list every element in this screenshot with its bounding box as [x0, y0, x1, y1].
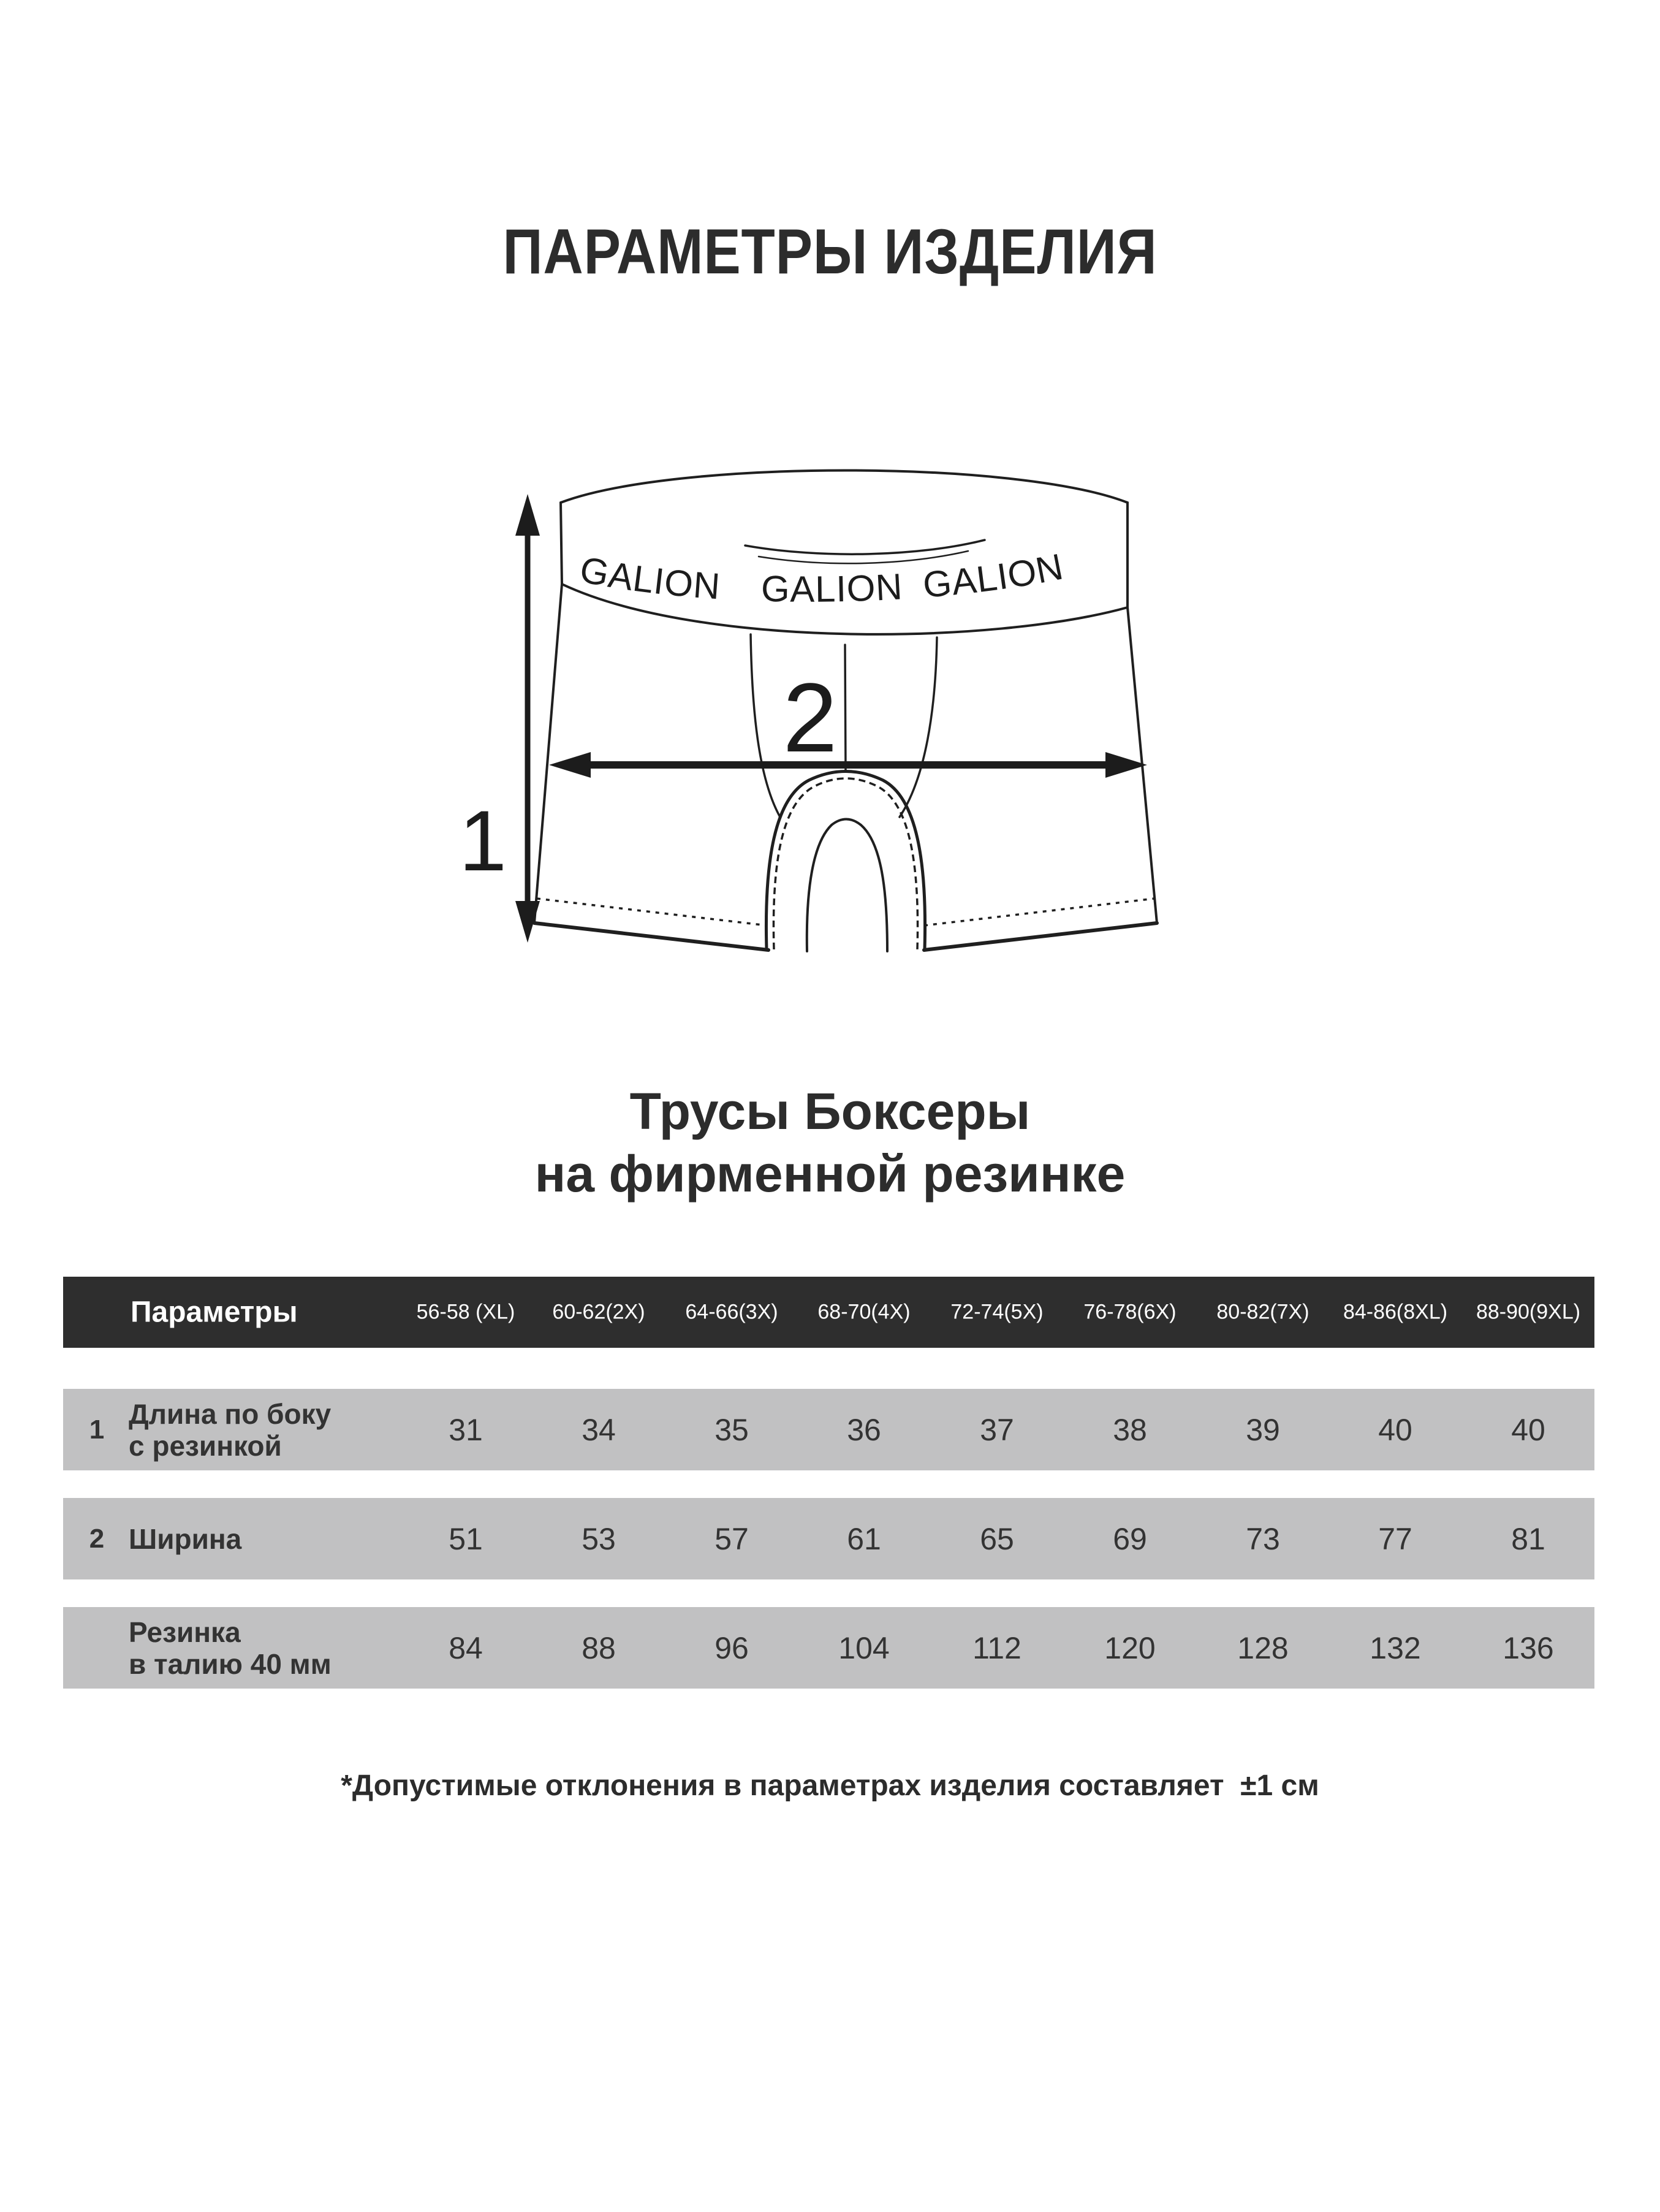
value-cell: 51: [449, 1521, 483, 1556]
row-label: [129, 1616, 332, 1680]
value-cell: 69: [1113, 1521, 1147, 1556]
waistband-brand-text: GALION GALION GALION: [577, 545, 1067, 610]
size-header: 80-82(7X): [1216, 1300, 1309, 1324]
table-row: [63, 1498, 1594, 1579]
row-label-line1: Длина по боку: [129, 1397, 332, 1430]
waist-opening-inner-rim: [759, 551, 968, 563]
boxers-outline: [534, 471, 1157, 952]
value-cell: 104: [838, 1630, 890, 1665]
row-label: [129, 1398, 331, 1462]
dim1-arrowhead-top: [515, 494, 540, 536]
value-cell: 120: [1104, 1630, 1156, 1665]
value-cell: 77: [1378, 1521, 1412, 1556]
value-cell: 88: [582, 1630, 616, 1665]
value-cell: 37: [980, 1412, 1014, 1447]
value-cell: 36: [847, 1412, 881, 1447]
value-cell: 57: [714, 1521, 749, 1556]
front-panel-seam-right: [900, 637, 937, 817]
value-cell: 96: [714, 1630, 749, 1665]
table-row: [63, 1607, 1594, 1689]
size-header: 72-74(5X): [950, 1300, 1044, 1324]
right-leg-hem: [924, 923, 1157, 950]
row-number: 1: [89, 1414, 105, 1445]
boxers-diagram: [398, 405, 1317, 981]
row-label-line2: в талию 40 мм: [129, 1648, 332, 1680]
front-panel-seam-left: [751, 634, 780, 817]
product-name: [0, 1080, 1660, 1205]
tolerance-footnote: *Допустимые отклонения в параметрах изделия составляет ±1 см: [341, 1769, 1319, 1802]
table-header-row: [63, 1277, 1594, 1348]
value-cell: 35: [714, 1412, 749, 1447]
param-header: Параметры: [131, 1296, 298, 1329]
waistband-top-edge: [561, 471, 1128, 503]
size-header: 68-70(4X): [817, 1300, 911, 1324]
crotch-arch-stitch: [773, 778, 917, 949]
value-cell: 65: [980, 1521, 1014, 1556]
dim2-arrow: [549, 752, 1147, 778]
value-cell: 38: [1113, 1412, 1147, 1447]
dim2-arrowhead-left: [549, 752, 591, 778]
product-name-line1: Трусы Боксеры: [629, 1082, 1031, 1140]
table-row: [63, 1389, 1594, 1470]
value-cell: 81: [1511, 1521, 1545, 1556]
value-cell: 61: [847, 1521, 881, 1556]
size-header: 88-90(9XL): [1476, 1300, 1581, 1324]
value-cell: 112: [972, 1630, 1021, 1665]
value-cell: 34: [582, 1412, 616, 1447]
size-header: 60-62(2X): [552, 1300, 645, 1324]
row-label-line2: с резинкой: [129, 1429, 282, 1462]
row-label-line1: Резинка: [129, 1616, 241, 1648]
dim1-number: 1: [459, 792, 507, 889]
value-cell: 40: [1511, 1412, 1545, 1447]
waistband-left-edge: [561, 503, 562, 584]
row-label: [129, 1523, 241, 1555]
crotch-arch-outer: [766, 772, 925, 950]
size-header: 76-78(6X): [1083, 1300, 1177, 1324]
value-cell: 53: [582, 1521, 616, 1556]
value-cell: 40: [1378, 1412, 1412, 1447]
product-name-line2: на фирменной резинке: [534, 1145, 1126, 1203]
page-title: ПАРАМЕТРЫ ИЗДЕЛИЯ: [502, 216, 1158, 287]
value-cell: 84: [449, 1630, 483, 1665]
row-number: 2: [89, 1523, 105, 1554]
value-cell: 132: [1370, 1630, 1421, 1665]
value-cell: 128: [1237, 1630, 1289, 1665]
value-cell: 73: [1246, 1521, 1280, 1556]
value-cell: 39: [1246, 1412, 1280, 1447]
left-hem-stitch: [537, 899, 767, 925]
left-side-seam: [534, 584, 562, 923]
value-cell: 31: [449, 1412, 483, 1447]
stitch-lines: [537, 778, 1154, 949]
row-label-line1: Ширина: [129, 1522, 242, 1555]
size-header: 56-58 (XL): [416, 1300, 515, 1324]
dim1-arrow: [515, 494, 540, 943]
size-header: 64-66(3X): [685, 1300, 778, 1324]
left-leg-hem: [534, 923, 768, 950]
right-hem-stitch: [924, 899, 1154, 925]
crotch-arch-inner: [807, 819, 887, 952]
dim2-number: 2: [783, 663, 838, 772]
size-header: 84-86(8XL): [1343, 1300, 1448, 1324]
value-cell: 136: [1503, 1630, 1554, 1665]
waist-opening-back-rim: [745, 540, 985, 554]
front-center-seam: [845, 645, 846, 771]
